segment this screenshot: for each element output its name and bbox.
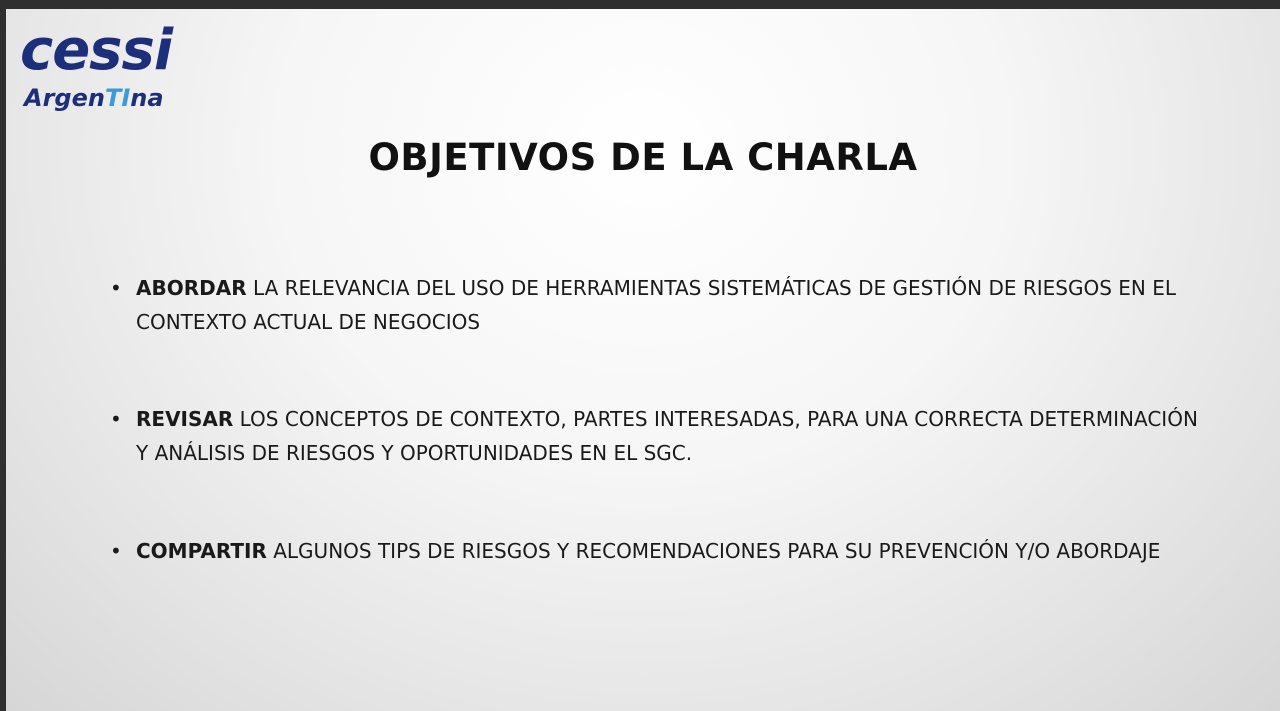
objective-description: ALGUNOS TIPS DE RIESGOS Y RECOMENDACIONES PARA SU PREVENCIÓN Y/O ABORDAJE [266, 539, 1161, 563]
logo-sub-text [24, 85, 164, 111]
bullet-icon: • [110, 539, 122, 563]
objective-keyword: ABORDAR [136, 276, 247, 300]
objective-description: LOS CONCEPTOS DE CONTEXTO, PARTES INTERESADAS, PARA UNA CORRECTA DETERMINACIÓN Y ANÁLISIS DE RIESGOS Y OPORTUNIDADES EN EL SGC. [136, 407, 1198, 465]
logo-sub-highlight: TI [104, 84, 131, 112]
presentation-slide [6, 9, 1280, 711]
objective-description: LA RELEVANCIA DEL USO DE HERRAMIENTAS SISTEMÁTICAS DE GESTIÓN DE RIESGOS EN EL CONTEXTO ACTUAL DE NEGOCIOS [136, 276, 1177, 334]
bullet-icon: • [110, 276, 122, 300]
cessi-logo [20, 18, 190, 116]
objective-text [136, 271, 1210, 339]
bullet-icon: • [110, 407, 122, 431]
objective-item [110, 534, 1210, 568]
logo-sub-suffix: na [130, 84, 164, 112]
logo-sub-prefix: Argen [24, 84, 105, 112]
objective-text [136, 534, 1210, 568]
objective-item [110, 402, 1210, 470]
logo-main-text: cessi [20, 18, 173, 83]
objective-item [110, 271, 1210, 339]
slide-title: OBJETIVOS DE LA CHARLA [368, 136, 918, 179]
objective-keyword: REVISAR [136, 407, 234, 431]
objective-keyword: COMPARTIR [136, 539, 267, 563]
objective-text [136, 402, 1210, 470]
